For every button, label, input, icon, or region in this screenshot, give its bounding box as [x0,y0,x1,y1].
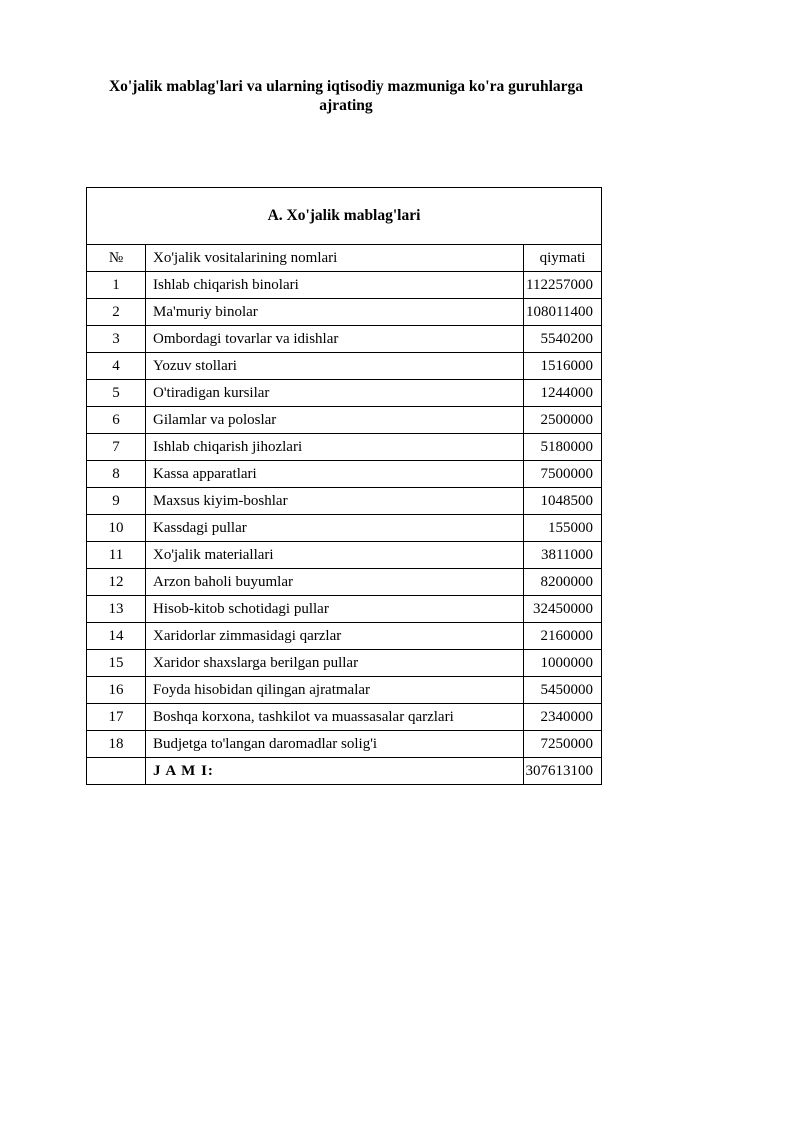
row-number: 3 [87,326,146,353]
table-row [87,353,602,380]
table-row [87,461,602,488]
row-name: Gilamlar va poloslar [146,407,524,434]
row-name: Yozuv stollari [146,353,524,380]
row-name: Ombordagi tovarlar va idishlar [146,326,524,353]
row-name: Xaridor shaxslarga berilgan pullar [146,650,524,677]
table-row [87,623,602,650]
row-value: 112257000 [524,272,602,299]
row-number: 14 [87,623,146,650]
row-number: 4 [87,353,146,380]
row-name: Hisob-kitob schotidagi pullar [146,596,524,623]
row-number: 9 [87,488,146,515]
section-title: A. Xo'jalik mablag'lari [87,188,602,245]
row-number: 15 [87,650,146,677]
row-value: 108011400 [524,299,602,326]
row-value: 5450000 [524,677,602,704]
row-number: 12 [87,569,146,596]
row-name: O'tiradigan kursilar [146,380,524,407]
table-row [87,677,602,704]
row-number: 18 [87,731,146,758]
table-row [87,434,602,461]
column-header-number: № [87,245,146,272]
table-row [87,272,602,299]
row-number: 2 [87,299,146,326]
table-row [87,731,602,758]
table-row [87,596,602,623]
row-number: 10 [87,515,146,542]
row-name: Maxsus kiyim-boshlar [146,488,524,515]
row-number: 6 [87,407,146,434]
row-name: Xaridorlar zimmasidagi qarzlar [146,623,524,650]
row-value: 3811000 [524,542,602,569]
row-number: 1 [87,272,146,299]
row-number: 7 [87,434,146,461]
table-row [87,299,602,326]
row-name: Ma'muriy binolar [146,299,524,326]
row-name: Xo'jalik materiallari [146,542,524,569]
row-name: Foyda hisobidan qilingan ajratmalar [146,677,524,704]
row-number: 13 [87,596,146,623]
column-header-row [87,245,602,272]
column-header-value: qiymati [524,245,602,272]
table-row [87,380,602,407]
table-row [87,488,602,515]
row-name: Budjetga to'langan daromadlar solig'i [146,731,524,758]
row-number: 16 [87,677,146,704]
row-value: 7250000 [524,731,602,758]
row-name: Kassa apparatlari [146,461,524,488]
section-header-row [87,188,602,245]
table-row [87,326,602,353]
table-row [87,542,602,569]
page-title: Xo'jalik mablag'lari va ularning iqtisodiy mazmuniga ko'ra guruhlarga ajrating [108,78,584,114]
table-row [87,650,602,677]
total-value: 307613100 [524,758,602,785]
total-label: J A M I: [146,758,524,785]
assets-table [86,187,602,785]
table-row [87,704,602,731]
row-name: Ishlab chiqarish binolari [146,272,524,299]
total-row [87,758,602,785]
row-number: 11 [87,542,146,569]
row-name: Boshqa korxona, tashkilot va muassasalar qarzlari [146,704,524,731]
row-value: 2500000 [524,407,602,434]
row-name: Kassdagi pullar [146,515,524,542]
column-header-name: Xo'jalik vositalarining nomlari [146,245,524,272]
row-value: 2340000 [524,704,602,731]
row-value: 1516000 [524,353,602,380]
row-number: 8 [87,461,146,488]
row-number: 5 [87,380,146,407]
row-value: 1000000 [524,650,602,677]
row-name: Ishlab chiqarish jihozlari [146,434,524,461]
row-value: 5540200 [524,326,602,353]
row-value: 2160000 [524,623,602,650]
row-value: 32450000 [524,596,602,623]
row-value: 1048500 [524,488,602,515]
row-value: 7500000 [524,461,602,488]
row-value: 1244000 [524,380,602,407]
total-empty-cell [87,758,146,785]
row-value: 155000 [524,515,602,542]
table-row [87,515,602,542]
row-value: 5180000 [524,434,602,461]
table-row [87,569,602,596]
row-name: Arzon baholi buyumlar [146,569,524,596]
row-number: 17 [87,704,146,731]
table-row [87,407,602,434]
row-value: 8200000 [524,569,602,596]
